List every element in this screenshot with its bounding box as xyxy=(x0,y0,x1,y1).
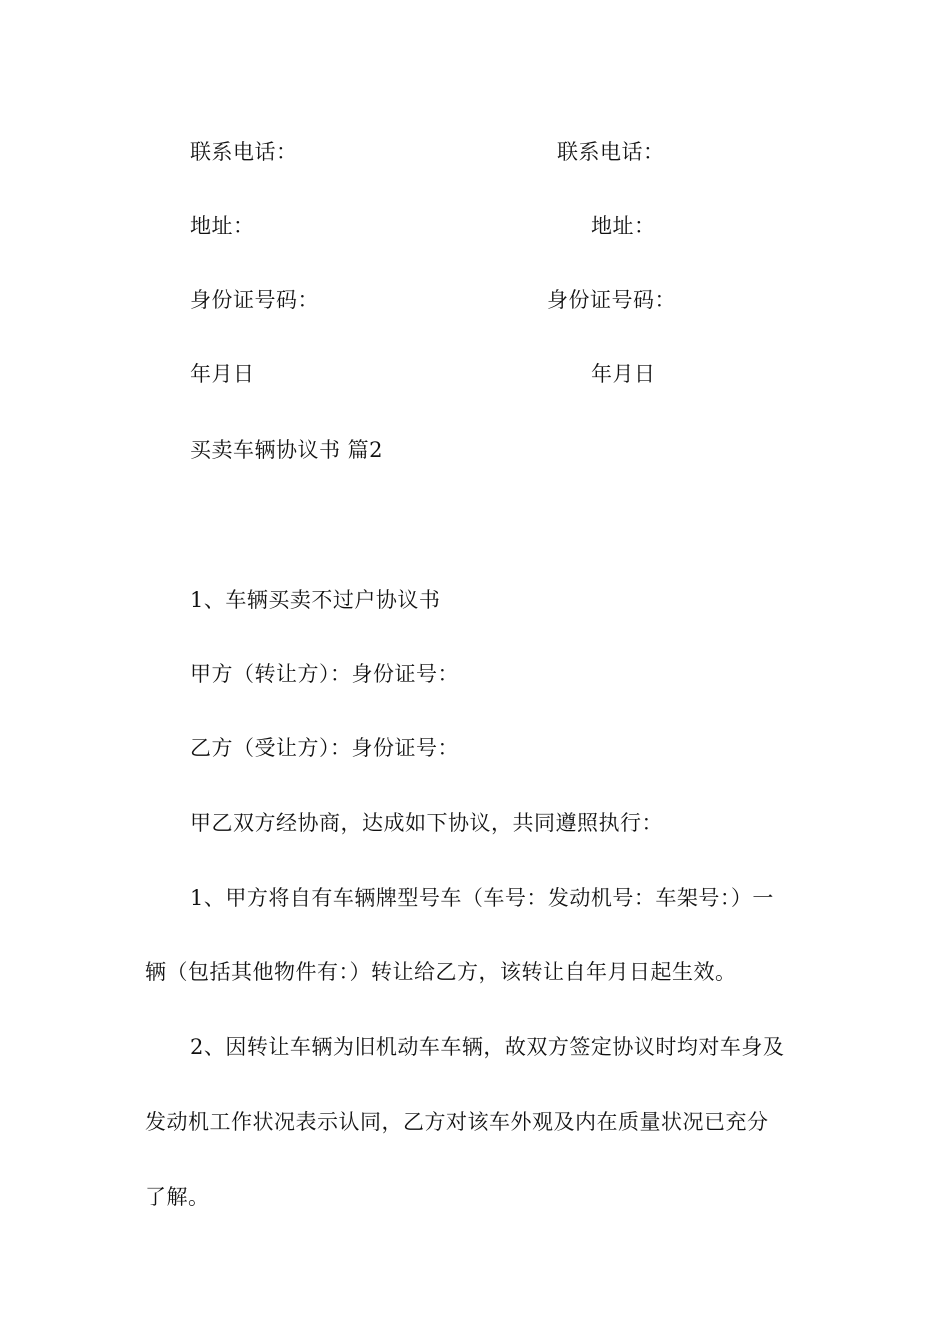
clause-2-line-1: 2、因转让车辆为旧机动车车辆，故双方签定协议时均对车身及 xyxy=(190,1035,785,1059)
left-date-label: 年月日 xyxy=(190,362,255,386)
left-phone-label: 联系电话： xyxy=(190,140,298,164)
party-b-line: 乙方（受让方）：身份证号： xyxy=(190,736,459,760)
right-id-label: 身份证号码： xyxy=(547,288,676,312)
party-a-line: 甲方（转让方）：身份证号： xyxy=(190,662,459,686)
clause-2-line-3: 了解。 xyxy=(145,1185,210,1209)
left-address-label: 地址： xyxy=(190,214,255,238)
agreement-title: 1、车辆买卖不过户协议书 xyxy=(190,588,441,612)
right-phone-label: 联系电话： xyxy=(557,140,665,164)
left-id-label: 身份证号码： xyxy=(190,288,319,312)
clause-2-line-2: 发动机工作状况表示认同，乙方对该车外观及内在质量状况已充分 xyxy=(145,1110,769,1134)
clause-1-line-1: 1、甲方将自有车辆牌型号车（车号：发动机号：车架号：）一 xyxy=(190,886,774,910)
intro-paragraph: 甲乙双方经协商，达成如下协议，共同遵照执行： xyxy=(190,811,663,835)
section-heading: 买卖车辆协议书 篇2 xyxy=(190,438,384,462)
right-date-label: 年月日 xyxy=(591,362,656,386)
right-address-label: 地址： xyxy=(591,214,656,238)
clause-1-line-2: 辆（包括其他物件有：）转让给乙方，该转让自年月日起生效。 xyxy=(145,960,737,984)
